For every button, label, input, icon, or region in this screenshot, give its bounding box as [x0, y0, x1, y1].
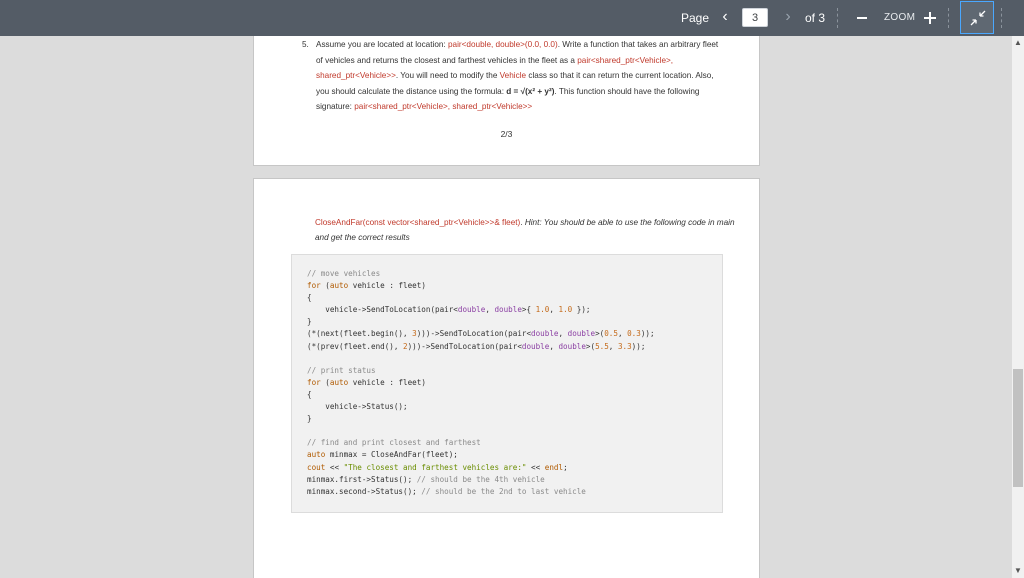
code-listing	[307, 268, 655, 498]
code-text: <<	[526, 462, 545, 472]
scroll-down-arrow-icon[interactable]: ▼	[1014, 566, 1022, 575]
code-text: vehicle : fleet)	[348, 377, 426, 387]
code-text: minmax.second->Status();	[307, 486, 422, 496]
code-text: >(	[585, 341, 596, 351]
code-number: 3	[412, 329, 417, 339]
code-text: ;	[563, 462, 568, 472]
code-string: "The closest and farthest vehicles are:"	[343, 462, 527, 472]
toolbar-divider	[948, 8, 950, 28]
code-type: double	[521, 341, 550, 351]
page-label: Page	[681, 11, 710, 25]
page-count-label: of 3	[805, 11, 826, 25]
page-number-input[interactable]	[742, 8, 768, 27]
text-run: Assume you are located at location:	[316, 40, 448, 49]
zoom-label: ZOOM	[884, 12, 916, 23]
scroll-up-arrow-icon[interactable]: ▲	[1014, 38, 1022, 47]
code-keyword: for	[307, 281, 321, 291]
code-text: {	[307, 389, 312, 399]
vehicle-class-name: Vehicle	[499, 71, 527, 80]
code-number: 3.3	[617, 341, 632, 351]
code-text: ,	[608, 341, 618, 351]
vertical-scrollbar[interactable]	[1012, 36, 1024, 578]
code-text: vehicle : fleet)	[348, 281, 426, 291]
code-text: });	[572, 305, 591, 315]
next-page-button[interactable]: ›	[785, 8, 791, 25]
code-text: }	[307, 414, 312, 424]
code-text: (	[320, 377, 330, 387]
code-number: 2	[403, 341, 408, 351]
code-text: >{	[521, 305, 536, 315]
code-text: (*(prev(fleet.end(),	[307, 341, 404, 351]
code-type: double	[457, 305, 486, 315]
text-run: class so that it can return the current location. Also, you should calculate the distance using the formula:	[316, 71, 714, 96]
code-number: 0.3	[627, 329, 641, 339]
code-text: >(	[595, 329, 605, 339]
text-run: . This function should have the following signature:	[316, 86, 700, 111]
hint-label: Hint:	[524, 218, 542, 227]
hint-text: You should be able to use the following code in main and get the correct results	[315, 218, 735, 242]
code-comment: // should be the 4th vehicle	[416, 474, 545, 484]
text-run: . You will need to modify the	[395, 71, 500, 80]
code-number: 0.5	[604, 329, 618, 339]
code-text: minmax = CloseAndFar(fleet);	[325, 450, 458, 460]
code-keyword: cout	[307, 462, 326, 472]
code-text: <<	[325, 462, 344, 472]
code-text: ,	[617, 329, 628, 339]
signature-part-2: CloseAndFar(const vector<shared_ptr<Vehicle>>& fleet)	[315, 218, 521, 227]
code-comment: // print status	[307, 365, 376, 375]
code-text: vehicle->Status();	[307, 402, 408, 412]
code-keyword: auto	[329, 281, 349, 291]
code-text: minmax.first->Status();	[307, 474, 417, 484]
code-block	[291, 254, 723, 513]
code-number: 5.5	[595, 341, 609, 351]
code-number: 1.0	[535, 305, 550, 315]
code-text: ,	[558, 329, 568, 339]
text-run: .	[520, 218, 525, 227]
code-number: 1.0	[558, 305, 573, 315]
code-comment: // find and print closest and farthest	[307, 438, 481, 448]
code-keyword: endl	[544, 462, 564, 472]
code-text: (	[320, 281, 330, 291]
code-text: ,	[549, 341, 559, 351]
code-text: ,	[549, 305, 559, 315]
question-number: 5.	[302, 40, 309, 49]
code-keyword: auto	[329, 377, 349, 387]
code-keyword: auto	[307, 450, 326, 460]
code-type: double	[531, 329, 559, 339]
code-text: ,	[485, 305, 495, 315]
code-comment: // move vehicles	[307, 269, 381, 278]
question-text	[316, 37, 722, 115]
code-keyword: for	[307, 377, 321, 387]
code-comment: // should be the 2nd to last vehicle	[421, 486, 586, 496]
document-viewer	[0, 36, 1012, 578]
code-text: vehicle->SendToLocation(pair<	[307, 305, 458, 315]
exit-fullscreen-button[interactable]	[960, 1, 994, 34]
document-page	[253, 36, 760, 166]
code-text: )))->SendToLocation(pair<	[407, 341, 522, 351]
code-text: ));	[640, 329, 655, 339]
page-number-footer: 2/3	[500, 129, 513, 139]
zoom-in-button[interactable]	[922, 7, 938, 27]
scrollbar-thumb[interactable]	[1013, 369, 1023, 487]
toolbar-divider	[837, 8, 839, 28]
code-text: {	[307, 293, 312, 303]
code-type: double	[494, 305, 522, 315]
collapse-arrows-icon	[970, 10, 986, 26]
code-text: )))->SendToLocation(pair<	[416, 329, 532, 339]
pdf-toolbar	[0, 0, 1024, 36]
zoom-out-button[interactable]	[854, 7, 870, 27]
previous-page-button[interactable]: ‹	[722, 8, 728, 25]
code-text: ));	[631, 341, 646, 351]
code-text: (*(next(fleet.begin(),	[307, 329, 413, 339]
signature-part-1: pair<shared_ptr<Vehicle>, shared_ptr<Vehicle>>	[354, 102, 533, 111]
code-text: }	[307, 317, 312, 327]
return-type: pair<shared_ptr<Vehicle>, shared_ptr<Vehicle>>	[316, 55, 674, 80]
text-run: . Write a function that takes an arbitrary fleet of vehicles and returns the closest and farthest vehicles in the fleet as a	[316, 40, 719, 65]
distance-formula: d = √(x² + y²)	[506, 86, 555, 96]
code-type: double	[567, 329, 596, 339]
document-page	[253, 178, 760, 578]
location-type: pair<double, double>(0.0, 0.0)	[447, 40, 558, 49]
code-type: double	[558, 341, 586, 351]
toolbar-divider	[1001, 8, 1003, 28]
continuation-text	[315, 215, 735, 245]
